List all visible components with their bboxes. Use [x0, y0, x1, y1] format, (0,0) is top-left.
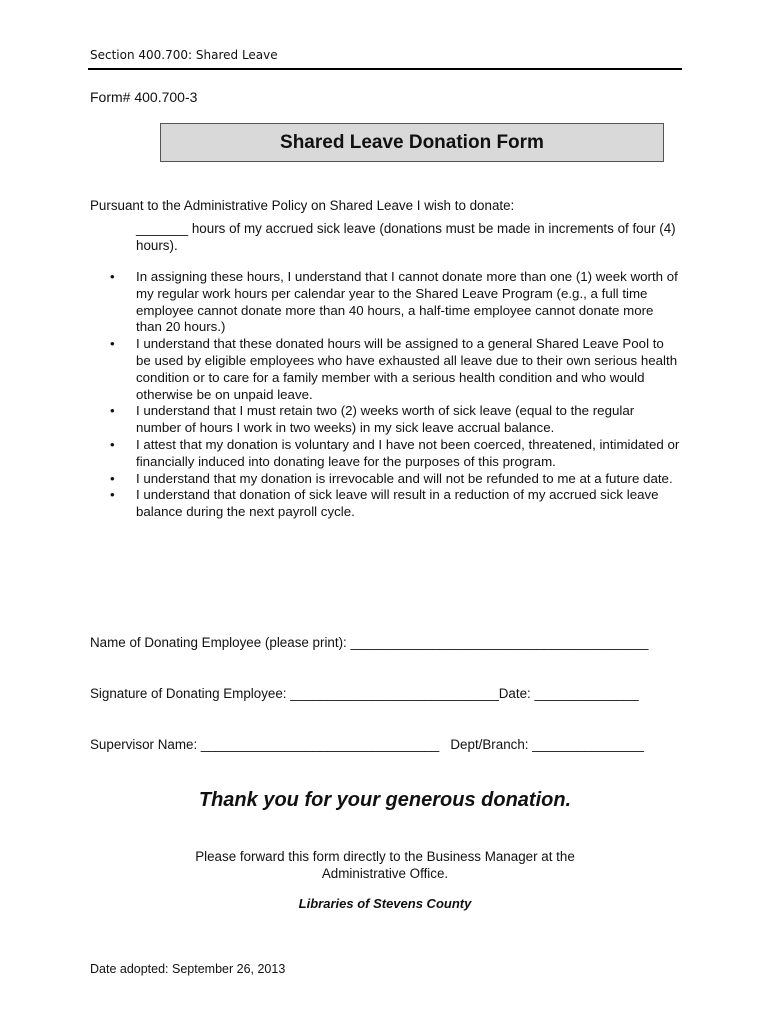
- supervisor-name-field[interactable]: Supervisor Name: ________________________________: [90, 737, 440, 752]
- date-adopted: Date adopted: September 26, 2013: [90, 962, 286, 976]
- bullet-icon: •: [110, 436, 115, 452]
- dept-branch-field[interactable]: Dept/Branch: _______________: [450, 737, 644, 752]
- supervisor-dept-row: [90, 737, 644, 752]
- list-item: • I attest that my donation is voluntary and I have not been coerced, threatened, intimidated or financially induced into donating leave for the purposes of this program.: [110, 436, 680, 469]
- thank-you-heading: Thank you for your generous donation.: [198, 789, 572, 811]
- section-header: Section 400.700: Shared Leave: [90, 48, 278, 62]
- employee-name-field[interactable]: Name of Donating Employee (please print): ________________________________________: [90, 635, 649, 650]
- bullet-icon: •: [110, 470, 115, 486]
- signature-date-field[interactable]: Signature of Donating Employee: ____________________________Date: ______________: [90, 686, 639, 701]
- bullet-icon: •: [110, 269, 115, 284]
- form-title: Shared Leave Donation Form: [280, 131, 544, 153]
- bullet-icon: •: [110, 487, 115, 503]
- donate-hours-line: _______ hours of my accrued sick leave (donations must be made in increments of four (4) hours).: [136, 221, 676, 253]
- list-item: • I understand that these donated hours will be assigned to a general Shared Leave Pool to be used by eligible employees who have exhausted all leave due to their own serious health condition or to care for a family member with a serious health condition and who would otherwise be on unpaid leave.: [110, 336, 678, 402]
- intro-text: Pursuant to the Administrative Policy on Shared Leave I wish to donate:: [90, 198, 515, 213]
- form-number: Form# 400.700-3: [90, 89, 198, 105]
- list-item: • I understand that donation of sick leave will result in a reduction of my accrued sick leave balance during the next payroll cycle.: [110, 487, 659, 520]
- list-item: • I understand that I must retain two (2) weeks worth of sick leave (equal to the regular number of hours I work in two weeks) in my sick leave accrual balance.: [110, 403, 635, 436]
- forward-instructions: Please forward this form directly to the Business Manager at the Administrative Office.: [195, 849, 575, 881]
- list-item: • I understand that my donation is irrevocable and will not be refunded to me at a future date.: [110, 470, 673, 486]
- header-divider: [88, 68, 682, 70]
- organization-name: Libraries of Stevens County: [298, 896, 472, 911]
- bullet-icon: •: [110, 336, 115, 352]
- terms-list: [110, 269, 682, 521]
- title-box: [160, 123, 664, 162]
- bullet-icon: •: [110, 403, 115, 419]
- list-item: • In assigning these hours, I understand that I cannot donate more than one (1) week worth of my regular work hours per calendar year to the Shared Leave Program (e.g., a full time employee cannot donate more than 40 hours, a half-time employee cannot donate more than 20 hours.): [110, 269, 678, 335]
